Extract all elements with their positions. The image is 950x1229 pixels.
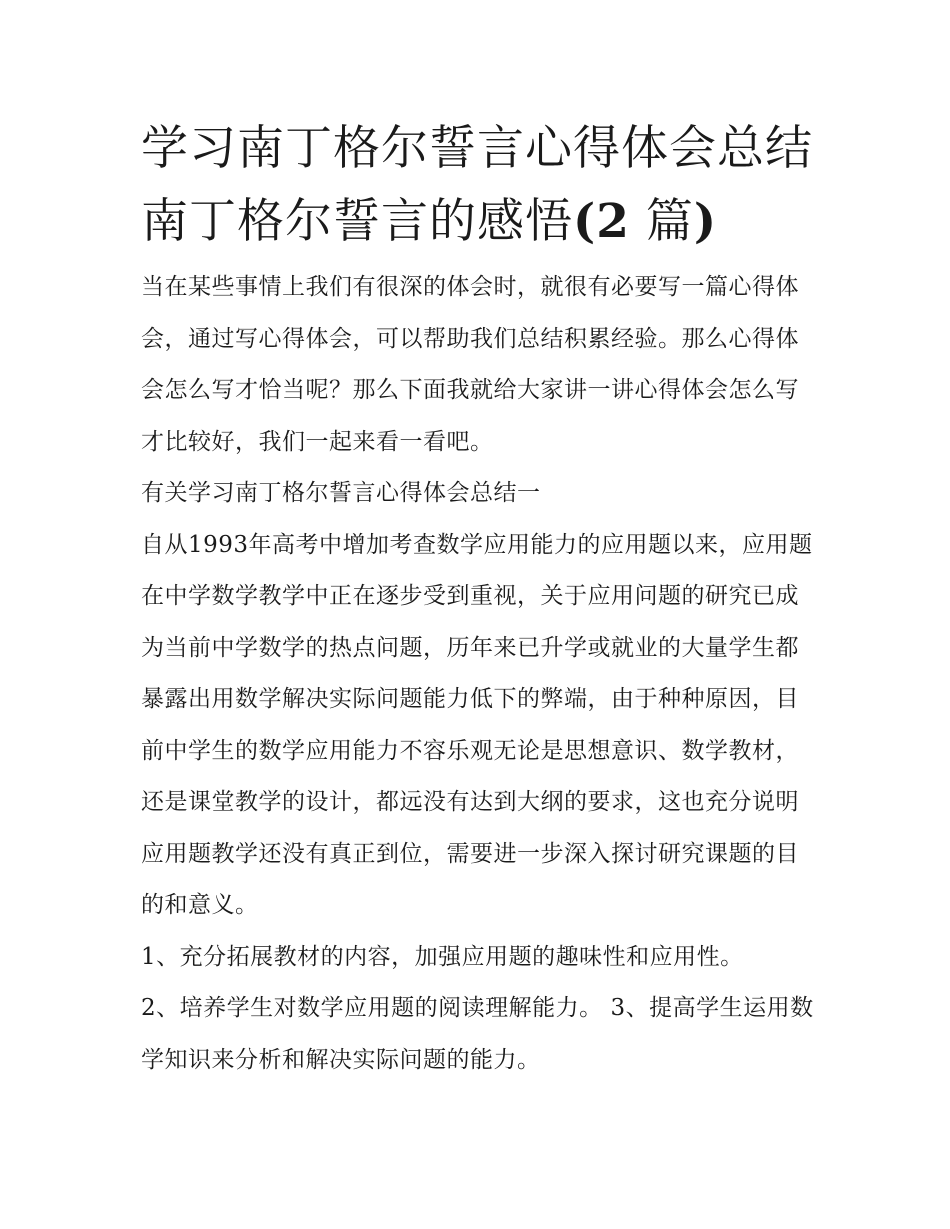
title-count-open: (2 <box>573 194 630 249</box>
list-item-2-3: 2、培养学生对数学应用题的阅读理解能力。 3、提高学生运用数学知识来分析和解决实际问题的能力。 <box>141 995 814 1073</box>
intro-paragraph: 当在某些事情上我们有很深的体会时，就很有必要写一篇心得体会，通过写心得体会，可以帮助我们总结积累经验。那么心得体会怎么写才恰当呢？那么下面我就给大家讲一讲心得体会怎么写才比较好，我们一起来看一看吧。 <box>141 274 799 455</box>
document-title <box>141 112 821 258</box>
list-item-1: 1、充分拓展教材的内容，加强应用题的趣味性和应用性。 <box>141 943 744 970</box>
body-paragraph: 自从1993年高考中增加考查数学应用能力的应用题以来，应用题在中学数学教学中正在逐步受到重视，关于应用问题的研究已成为当前中学数学的热点问题，历年来已升学或就业的大量学生都暴露出用数学解决实际问题能力低下的弊端，由于种种原因，目前中学生的数学应用能力不容乐观无论是思想意识、数学教材，还是课堂教学的设计，都远没有达到大纲的要求，这也充分说明应用题教学还没有真正到位，需要进一步深入探讨研究课题的目的和意义。 <box>141 531 813 918</box>
document-content <box>141 112 821 1086</box>
title-text: 学习南丁格尔誓言心得体会总结 南丁格尔誓言的感悟 <box>141 121 813 249</box>
title-count-unit: 篇 <box>645 194 694 249</box>
section-heading: 有关学习南丁格尔誓言心得体会总结一 <box>141 480 541 506</box>
title-count-close: ) <box>693 194 718 249</box>
